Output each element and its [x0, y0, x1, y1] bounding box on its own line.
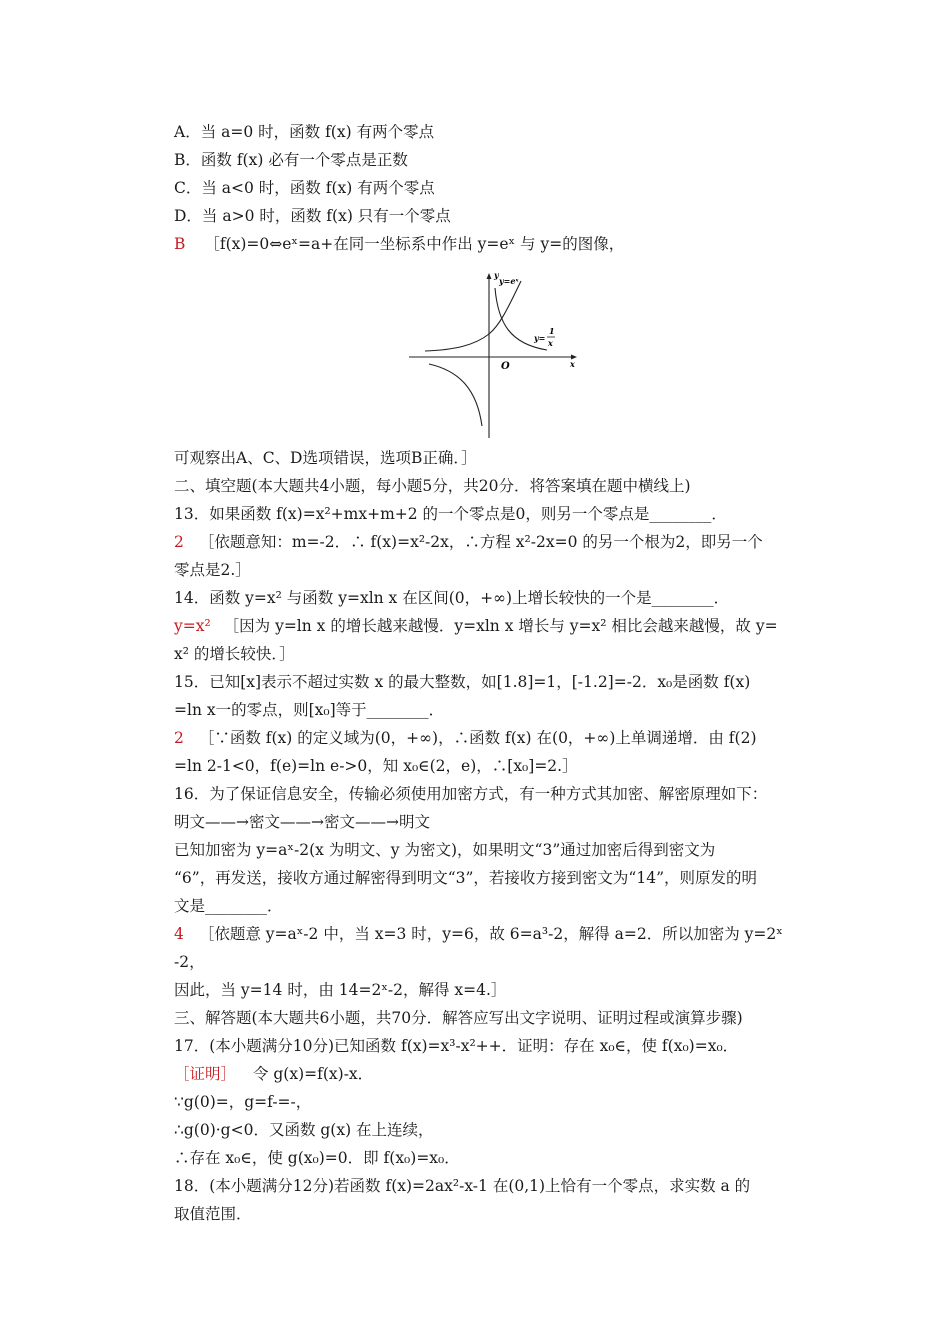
answer-12-text: ［f(x)=0⇔eˣ=a+在同一坐标系中作出 y=eˣ 与 y=的图像，: [204, 235, 625, 253]
option-c: C．当 a<0 时，函数 f(x) 有两个零点: [174, 179, 435, 197]
option-d: D．当 a>0 时，函数 f(x) 只有一个零点: [174, 207, 451, 225]
question-16-cont-2: “6”，再发送，接收方通过解密得到明文“3”，若接收方接到密文为“14”，则原发的明: [174, 869, 757, 887]
question-13: 13．如果函数 f(x)=x²+mx+m+2 的一个零点是0，则另一个零点是________．: [174, 505, 727, 523]
question-17: 17．(本小题满分10分)已知函数 f(x)=x³-x²++．证明：存在 x₀∈，使 f(x₀)=x₀．: [174, 1037, 739, 1055]
question-16-cont-3: 文是________．: [174, 897, 283, 915]
answer-14: [174, 615, 778, 637]
answer-16: [174, 923, 783, 945]
answer-16-value: 4: [174, 925, 184, 943]
answer-15: [174, 727, 757, 749]
answer-16-text: ［依题意 y=aˣ-2 中，当 x=3 时，y=6，故 6=a³-2，解得 a=2．所以加密为 y=2ˣ: [198, 925, 783, 943]
proof-17: [174, 1063, 373, 1085]
recip-label-den: x: [548, 338, 553, 348]
recip-label-num: 1: [549, 326, 555, 336]
section-3-heading: 三、解答题(本大题共6小题，共70分．解答应写出文字说明、证明过程或演算步骤): [174, 1009, 743, 1027]
answer-12: [174, 233, 624, 255]
section-2-heading: 二、填空题(本大题共4小题，每小题5分，共20分．将答案填在题中横线上): [174, 477, 691, 495]
question-15-cont: =ln x一的零点，则[x₀]等于________．: [174, 701, 445, 719]
answer-15-cont: =ln 2-1<0，f(e)=ln e->0，知 x₀∈(2，e)，∴[x₀]=2.］: [174, 757, 578, 775]
exp-label: y=eˣ: [499, 276, 519, 286]
answer-14-value: y=x²: [174, 617, 211, 635]
exp-curve: [425, 281, 521, 351]
answer-12-conclusion: 可观察出A、C、D选项错误，选项B正确．］: [174, 449, 477, 467]
y-axis-arrow: [487, 273, 492, 279]
answer-14-cont: x² 的增长较快．］: [174, 645, 295, 663]
question-16-cont-1: 已知加密为 y=aˣ-2(x 为明文、y 为密文)，如果明文“3”通过加密后得到密文为: [174, 841, 716, 859]
answer-letter: B: [174, 235, 186, 253]
answer-13-text: ［依题意知：m=-2．∴ f(x)=x²-2x，∴方程 x²-2x=0 的另一个根为2，即另一个: [198, 533, 763, 551]
origin-label: O: [501, 361, 510, 372]
answer-16-cont-2: 因此，当 y=14 时，由 14=2ˣ-2，解得 x=4.］: [174, 981, 507, 999]
reciprocal-curve-left: [429, 364, 482, 426]
question-18-cont: 取值范围．: [174, 1205, 252, 1223]
function-graph: [405, 268, 590, 440]
proof-step-4: ∴存在 x₀∈，使 g(x₀)=0．即 f(x₀)=x₀．: [174, 1149, 460, 1167]
question-16: 16．为了保证信息安全，传输必须使用加密方式，有一种方式其加密、解密原理如下：: [174, 785, 768, 803]
answer-14-text: ［因为 y=ln x 的增长越来越慢．y=xln x 增长与 y=x² 相比会越来越慢，故 y=: [223, 617, 778, 635]
option-a: A．当 a=0 时，函数 f(x) 有两个零点: [174, 123, 435, 141]
recip-label: y=: [534, 333, 546, 343]
proof-step-3: ∴g(0)·g<0．又函数 g(x) 在上连续，: [174, 1121, 434, 1139]
proof-step-2: ∵g(0)=，g=f-=-，: [174, 1093, 312, 1111]
answer-15-text: ［∵函数 f(x) 的定义域为(0，+∞)，∴函数 f(x) 在(0，+∞)上单调递增．由 f(2): [198, 729, 757, 747]
answer-13-value: 2: [174, 533, 184, 551]
question-15: 15．已知[x]表示不超过实数 x 的最大整数，如[1.8]=1，[-1.2]=-2．x₀是函数 f(x): [174, 673, 751, 691]
answer-16-cont-1: -2，: [174, 953, 205, 971]
answer-15-value: 2: [174, 729, 184, 747]
question-14: 14．函数 y=x² 与函数 y=xln x 在区间(0，+∞)上增长较快的一个是________．: [174, 589, 730, 607]
y-axis-label: y: [494, 270, 499, 280]
encryption-flow: 明文——→密文——→密文——→明文: [174, 813, 430, 831]
proof-label: ［证明］: [174, 1065, 237, 1083]
answer-13: [174, 531, 763, 553]
question-18: 18．(本小题满分12分)若函数 f(x)=2ax²-x-1 在(0,1)上恰有一个零点，求实数 a 的: [174, 1177, 751, 1195]
x-axis-label: x: [570, 359, 575, 369]
answer-13-cont: 零点是2.］: [174, 561, 251, 579]
proof-step-1: 令 g(x)=f(x)-x．: [252, 1065, 374, 1083]
option-b: B．函数 f(x) 必有一个零点是正数: [174, 151, 408, 169]
